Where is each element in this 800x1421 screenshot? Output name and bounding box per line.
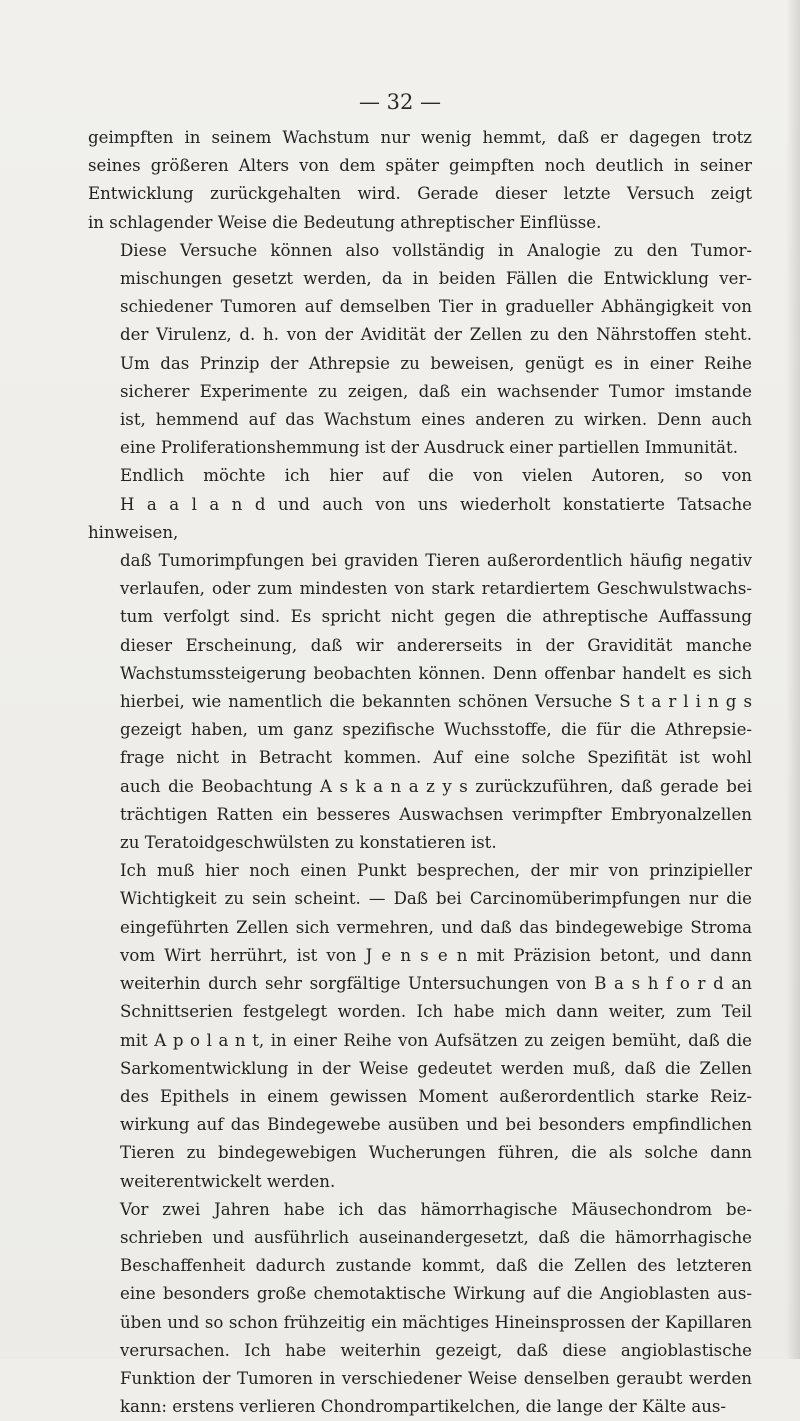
paragraph [88,237,752,463]
text-line: Entwicklung zurückgehalten wird. Gerade dieser letzte Versuch zeigt [88,184,752,204]
text-line: Beschaffenheit dadurch zustande kommt, daß die Zellen des letzteren [120,1256,752,1276]
text-line: weiterentwickelt werden. [120,1171,336,1191]
text-line: wirkung auf das Bindegewebe ausüben und bei besonders empfindlichen [120,1115,752,1135]
text-line: ist, hemmend auf das Wachstum eines anderen zu wirken. Denn auch [120,410,752,430]
text-line: mit A p o l a n t, in einer Reihe von Aufsätzen zu zeigen bemüht, daß die [120,1030,752,1050]
page-edge-shadow [786,0,800,1359]
text-line: geimpften in seinem Wachstum nur wenig hemmt, daß er dagegen trotz [88,128,752,147]
text-line: H a a l a n d und auch von uns wiederholt konstatierte Tatsache hinweisen, [88,494,752,542]
text-line: frage nicht in Betracht kommen. Auf eine solche Spezifität ist wohl [120,748,752,768]
text-line: Wichtigkeit zu sein scheint. — Daß bei Carcinomüberimpfungen nur die [120,889,752,909]
text-line: Vor zwei Jahren habe ich das hämorrhagische Mäusechondrom be- [120,1199,752,1219]
text-line: Um das Prinzip der Athrepsie zu beweisen, genügt es in einer Reihe [120,353,752,373]
text-line: vom Wirt herrührt, ist von J e n s e n mit Präzision betont, und dann [120,945,752,965]
text-line: gezeigt haben, um ganz spezifische Wuchsstoffe, die für die Athrepsie- [120,720,752,740]
text-line: üben und so schon frühzeitig ein mächtiges Hineinsprossen der Kapillaren [120,1312,752,1332]
text-line: Funktion der Tumoren in verschiedener Weise denselben geraubt werden [120,1368,752,1388]
text-line: Diese Versuche können also vollständig in Analogie zu den Tumor- [120,240,752,260]
text-line: tum verfolgt sind. Es spricht nicht gegen die athreptische Auffassung [120,607,752,627]
text-line: des Epithels in einem gewissen Moment außerordentlich starke Reiz- [120,1086,752,1106]
text-line: eine Proliferationshemmung ist der Ausdruck einer partiellen Immunität. [120,438,738,458]
text-line: zu Teratoidgeschwülsten zu konstatieren ist. [120,833,497,853]
text-line: kann: erstens verlieren Chondrompartikelchen, die lange der Kälte aus- [120,1397,727,1417]
text-line: schiedener Tumoren auf demselben Tier in gradueller Abhängigkeit von [120,297,752,317]
paragraph [88,462,752,857]
text-line: Sarkomentwicklung in der Weise gedeutet werden muß, daß die Zellen [120,1058,752,1078]
paragraph [88,124,752,237]
text-line: seines größeren Alters von dem später geimpften noch deutlich in seiner [88,156,752,176]
text-line: verlaufen, oder zum mindesten von stark retardiertem Geschwulstwachs- [120,579,752,599]
text-line: Ich muß hier noch einen Punkt besprechen, der mir von prinzipieller [120,861,752,881]
text-line: mischungen gesetzt werden, da in beiden Fällen die Entwicklung ver- [120,269,752,289]
text-line: schrieben und ausführlich auseinandergesetzt, daß die hämorrhagische [120,1227,752,1247]
text-line: sicherer Experimente zu zeigen, daß ein wachsender Tumor imstande [120,381,752,401]
text-line: dieser Erscheinung, daß wir andererseits in der Gravidität manche [120,635,752,655]
paragraph [88,857,752,1195]
text-line: eingeführten Zellen sich vermehren, und daß das bindegewebige Stroma [120,917,752,937]
text-line: verursachen. Ich habe weiterhin gezeigt, daß diese angioblastische [120,1340,752,1360]
text-line: eine besonders große chemotaktische Wirkung auf die Angioblasten aus- [120,1284,752,1304]
text-line: in schlagender Weise die Bedeutung athreptischer Einflüsse. [88,212,602,232]
text-line: daß Tumorimpfungen bei graviden Tieren außerordentlich häufig negativ [120,551,752,571]
text-line: Tieren zu bindegewebigen Wucherungen führen, die als solche dann [120,1143,752,1163]
text-line: hierbei, wie namentlich die bekannten schönen Versuche S t a r l i n g s [120,692,752,712]
body-text [88,124,752,1421]
paragraph [88,1196,752,1421]
page-number: — 32 — [358,90,442,114]
text-line: der Virulenz, d. h. von der Avidität der Zellen zu den Nährstoffen steht. [120,325,752,345]
text-line: Schnittserien festgelegt worden. Ich habe mich dann weiter, zum Teil [120,1002,752,1022]
text-line: Endlich möchte ich hier auf die von vielen Autoren, so von [120,466,752,486]
text-line: trächtigen Ratten ein besseres Auswachsen verimpfter Embryonalzellen [120,804,752,824]
text-line: Wachstumssteigerung beobachten können. Denn offenbar handelt es sich [120,663,752,683]
text-line: weiterhin durch sehr sorgfältige Untersuchungen von B a s h f o r d an [120,974,752,994]
text-line: auch die Beobachtung A s k a n a z y s zurückzuführen, daß gerade bei [120,776,752,796]
